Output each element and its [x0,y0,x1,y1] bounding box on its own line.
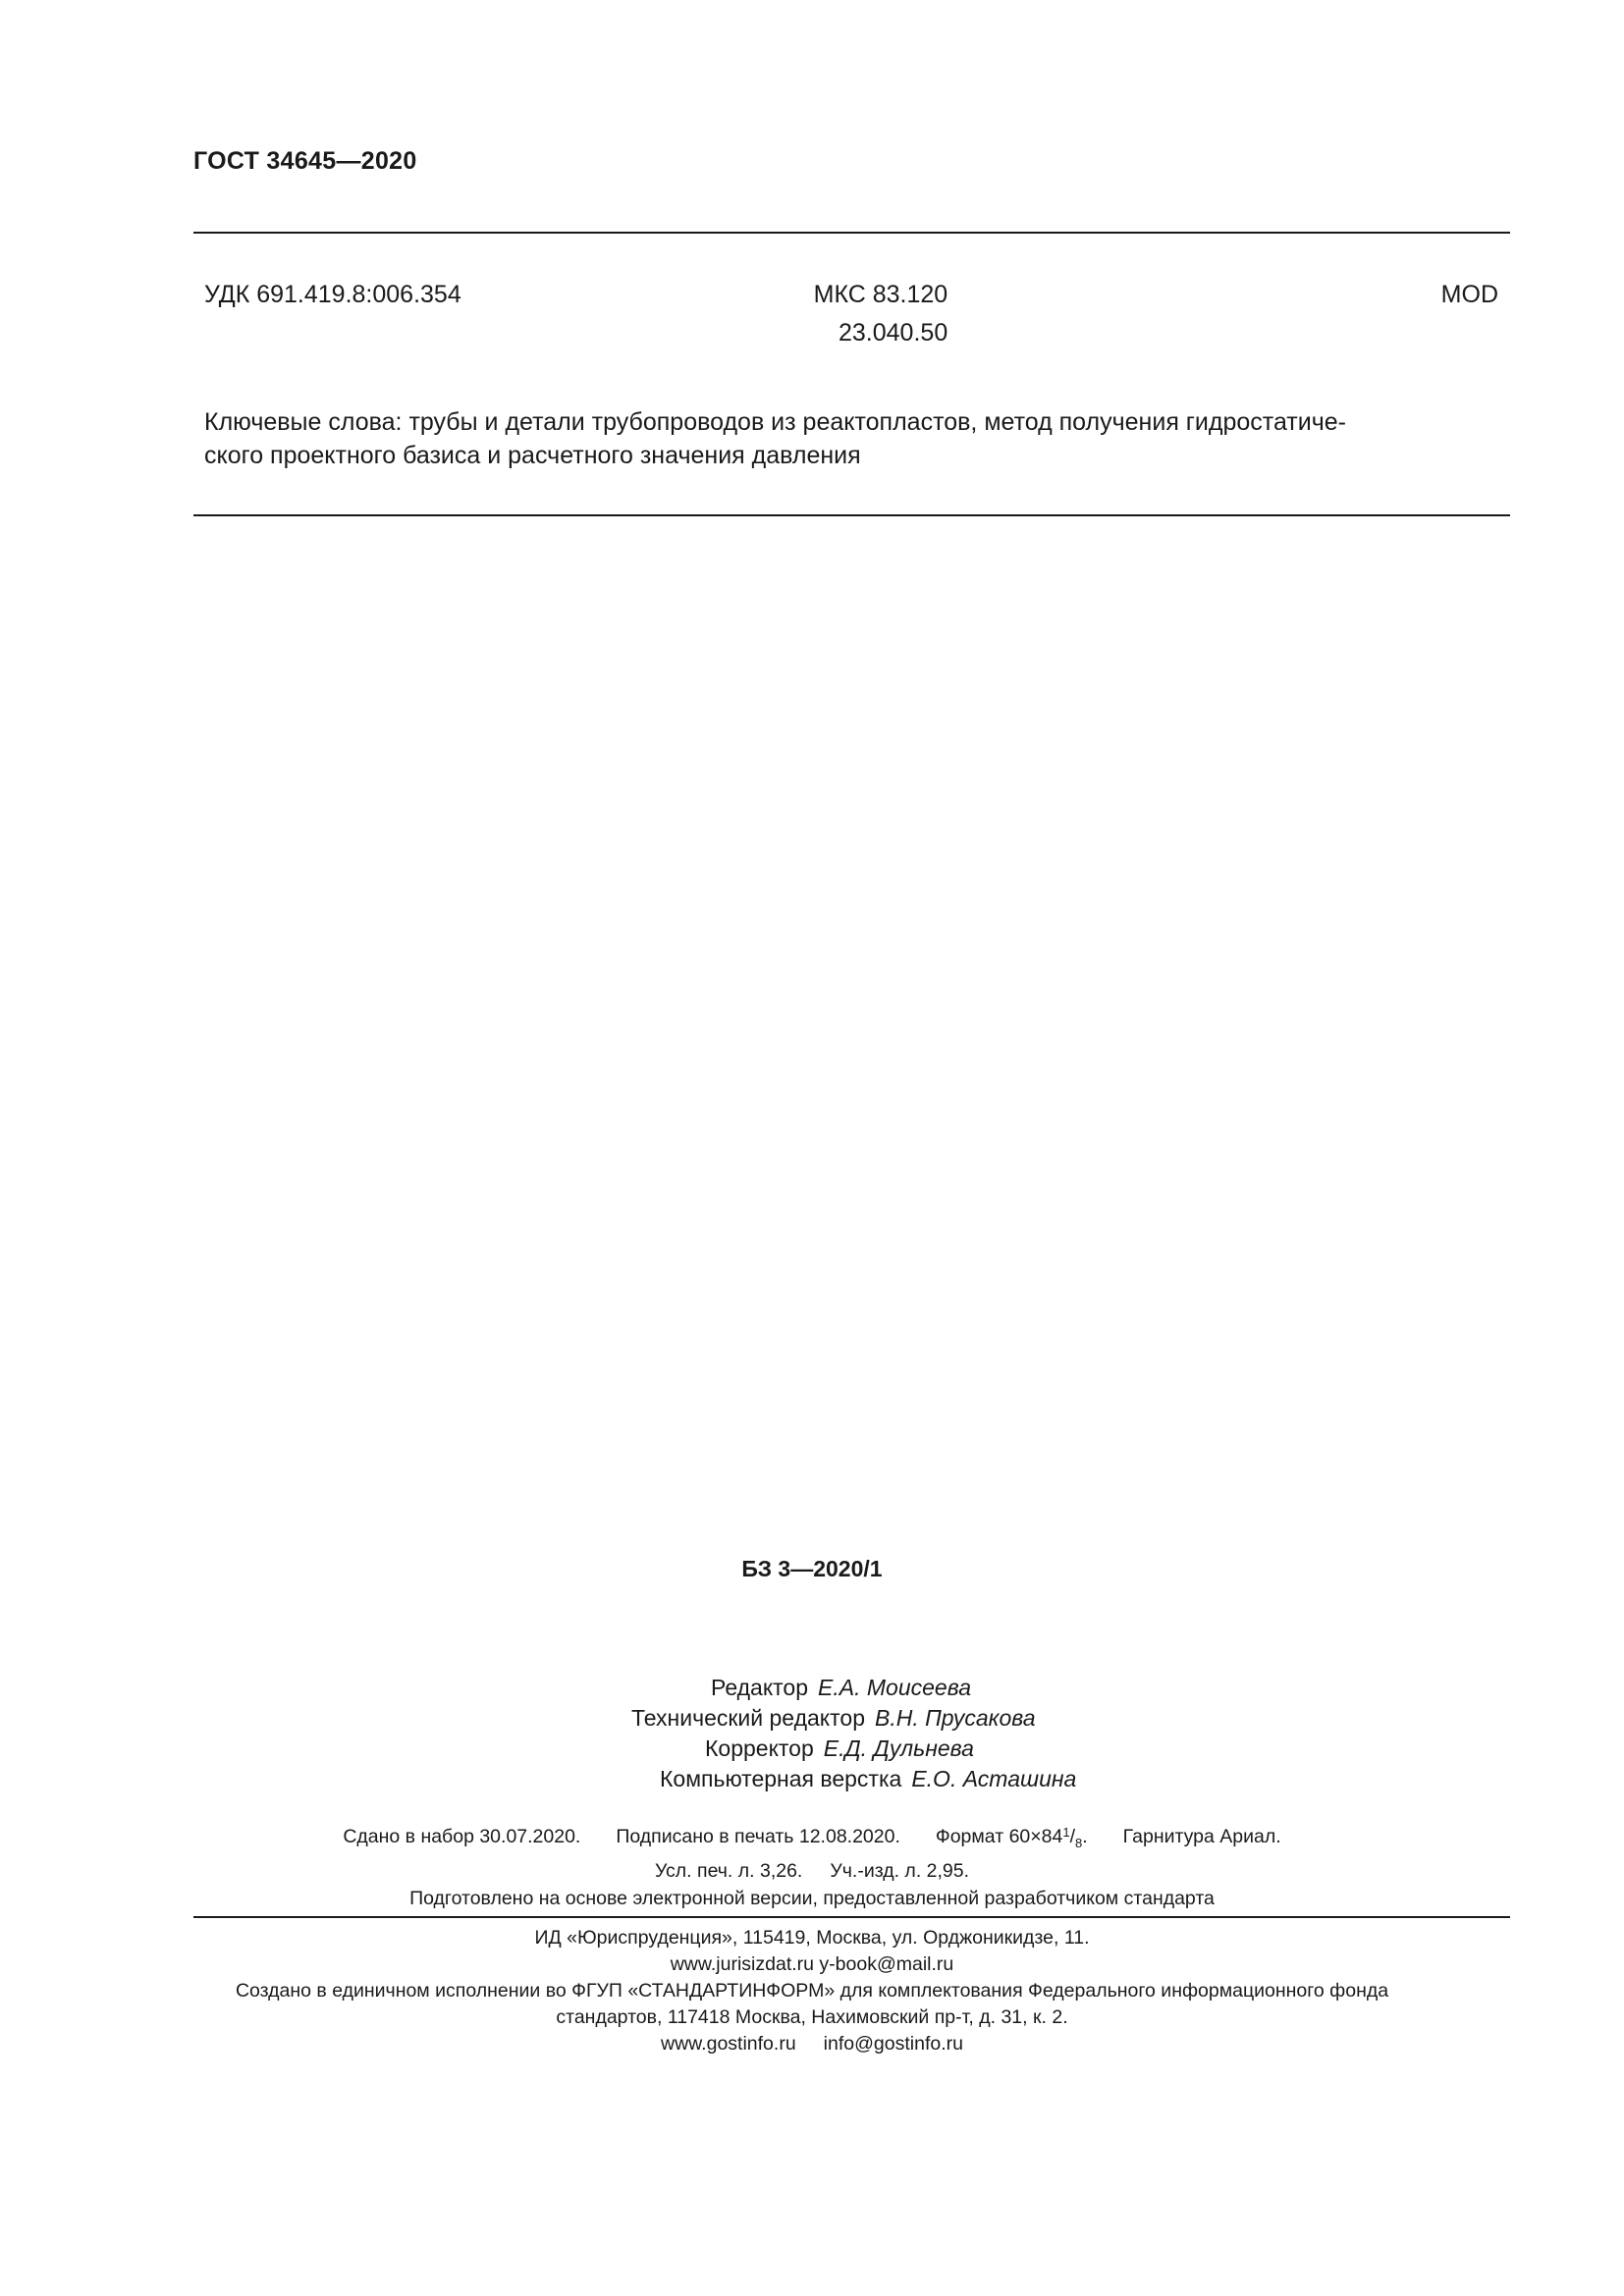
staff-row-editor [0,1673,1624,1703]
staff-name: В.Н. Прусакова [875,1705,1036,1731]
bz-number: БЗ 3—2020/1 [741,1556,883,1581]
publisher-divider [193,1916,1510,1918]
publisher-line-3: Создано в единичном исполнении во ФГУП «СТАНДАРТИНФОРМ» для комплектования Федерального информационного фонда [235,1980,1389,2002]
staff-row-tech-editor [0,1703,1624,1734]
staff-name: Е.Д. Дульнева [823,1735,974,1761]
print-info [0,1819,1624,1912]
publisher-line-1: ИД «Юриспруденция», 115419, Москва, ул. Орджоникидзе, 11. [534,1927,1090,1949]
top-divider [193,232,1510,234]
publisher-info [0,1925,1624,2057]
publisher-line-4: стандартов, 117418 Москва, Нахимовский пр-т, д. 31, к. 2. [556,2006,1068,2028]
gostinfo-email-link[interactable]: info@gostinfo.ru [823,2033,963,2055]
keywords-block [204,405,1500,472]
publisher-sheets: Уч.-изд. л. 2,95. [830,1860,970,1882]
staff-row-layout [0,1764,1624,1794]
keywords-line-1: Ключевые слова: трубы и детали трубопроводов из реактопластов, метод получения гидростатиче- [204,408,1346,436]
document-code: ГОСТ 34645—2020 [193,147,417,175]
staff-name: Е.А. Моисеева [818,1675,971,1700]
udk-code: УДК 691.419.8:006.354 [204,281,461,308]
print-info-line-2 [0,1857,1624,1885]
staff-role: Технический редактор [631,1705,865,1731]
mod-marker: MOD [1440,281,1498,308]
staff-list [0,1673,1624,1794]
publisher-line-5 [0,2031,1624,2057]
mks-line-1: МКС 83.120 [813,281,948,308]
submitted-date: Сдано в набор 30.07.2020. [343,1826,581,1847]
staff-role: Корректор [705,1735,814,1761]
prepared-note: Подготовлено на основе электронной версии, предоставленной разработчиком стандарта [409,1888,1215,1909]
staff-role: Редактор [711,1675,809,1700]
typeface: Гарнитура Ариал. [1122,1826,1281,1847]
publisher-line-2: www.jurisizdat.ru y-book@mail.ru [670,1953,954,1975]
printed-sheets: Усл. печ. л. 3,26. [654,1860,803,1882]
mks-line-2: 23.040.50 [839,319,948,347]
classification-row [204,281,1498,359]
signed-date: Подписано в печать 12.08.2020. [616,1826,900,1847]
keywords-divider [193,514,1510,516]
gostinfo-site-link[interactable]: www.gostinfo.ru [661,2033,796,2055]
staff-row-corrector [0,1734,1624,1764]
staff-role: Компьютерная верстка [660,1766,902,1791]
keywords-line-2: ского проектного базиса и расчетного значения давления [204,442,861,469]
print-info-line-1 [0,1819,1624,1857]
mks-code [777,281,947,347]
paper-format: Формат $60\times 84^1/_8$. [935,1825,1088,1850]
staff-name: Е.О. Асташина [911,1766,1077,1791]
